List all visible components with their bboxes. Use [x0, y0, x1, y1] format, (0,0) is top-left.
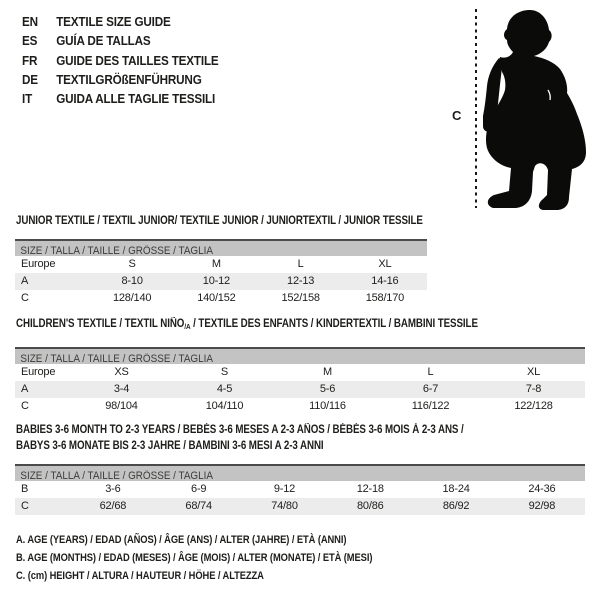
row-label: B — [21, 483, 29, 495]
language-code: DE — [22, 72, 38, 88]
table-cell: XL — [526, 366, 541, 378]
language-label: GUIDE DES TAILLES TEXTILE — [56, 52, 219, 68]
junior-table-title: JUNIOR TEXTILE / TEXTIL JUNIOR/ TEXTILE JUNIOR / JUNIORTEXTIL / JUNIOR TESSILE — [16, 215, 423, 227]
language-code: IT — [22, 91, 33, 107]
language-row-en — [22, 12, 219, 31]
size-header-bar — [15, 464, 585, 481]
table-cell: 74/80 — [271, 500, 298, 512]
children-title-post: / TEXTILE DES ENFANTS / KINDERTEXTIL / BAMBINI TESSILE — [190, 318, 478, 330]
height-measure-dotted-line — [475, 9, 477, 208]
table-cell: M — [211, 258, 221, 270]
children-title-pre: CHILDREN'S TEXTILE / TEXTIL NIÑO — [16, 318, 185, 330]
babies-table-title — [16, 423, 464, 454]
table-cell: 18-24 — [442, 483, 470, 495]
size-header-bar — [15, 239, 427, 256]
table-cell: 104/110 — [205, 400, 244, 412]
row-label: A — [21, 275, 29, 287]
language-row-de — [22, 70, 219, 89]
table-cell: 92/98 — [528, 500, 556, 512]
table-row-age — [15, 273, 427, 290]
table-cell: 6-7 — [422, 383, 439, 395]
language-code: ES — [22, 33, 38, 49]
table-cell: XL — [378, 258, 392, 270]
baby-silhouette — [481, 6, 593, 212]
language-label: TEXTILE SIZE GUIDE — [56, 14, 171, 30]
table-cell: L — [297, 258, 304, 270]
footnote-c: C. (cm) HEIGHT / ALTURA / HAUTEUR / HÖHE / ALTEZZA — [16, 570, 264, 582]
footnote-a: A. AGE (YEARS) / EDAD (AÑOS) / ÂGE (ANS) / ALTER (JAHRE) / ETÀ (ANNI) — [16, 534, 347, 546]
language-list — [22, 12, 219, 108]
table-cell: 122/128 — [514, 400, 553, 412]
size-header-label: SIZE / TALLA / TAILLE / GRÖSSE / TAGLIA — [20, 353, 213, 365]
row-label: C — [21, 292, 29, 304]
language-row-it — [22, 89, 219, 108]
table-cell: 152/158 — [281, 292, 320, 304]
table-row-height — [15, 498, 585, 515]
table-cell: 128/140 — [112, 292, 152, 304]
table-cell: M — [323, 366, 332, 378]
table-cell: 98/104 — [105, 400, 138, 412]
size-header-label: SIZE / TALLA / TAILLE / GRÖSSE / TAGLIA — [20, 470, 213, 482]
table-cell: 10-12 — [202, 275, 230, 287]
table-row-age — [15, 381, 585, 398]
table-cell: 80/86 — [357, 500, 384, 512]
language-label: GUÍA DE TALLAS — [56, 33, 151, 49]
junior-size-table — [15, 239, 427, 307]
language-code: FR — [22, 52, 38, 68]
children-size-table — [15, 347, 585, 415]
table-cell: 116/122 — [411, 400, 450, 412]
table-cell: 7-8 — [525, 383, 542, 395]
table-row-height — [15, 290, 427, 307]
table-cell: S — [220, 366, 229, 378]
table-cell: 24-36 — [528, 483, 556, 495]
footnotes — [16, 531, 372, 585]
language-label: GUIDA ALLE TAGLIE TESSILI — [56, 91, 216, 107]
row-label: Europe — [21, 366, 56, 378]
size-header-bar — [15, 347, 585, 364]
row-label: A — [21, 383, 29, 395]
babies-title-line1: BABIES 3-6 MONTH TO 2-3 YEARS / BEBÉS 3-6 MESES A 2-3 AÑOS / BÉBÉS 3-6 MOIS À 2-3 ANS / — [16, 424, 464, 436]
table-cell: XS — [114, 366, 129, 378]
table-cell: 9-12 — [273, 483, 296, 495]
size-header-label: SIZE / TALLA / TAILLE / GRÖSSE / TAGLIA — [20, 245, 213, 257]
table-cell: 110/116 — [309, 400, 346, 412]
table-cell: 3-6 — [105, 483, 121, 495]
table-cell: 4-5 — [216, 383, 233, 395]
table-cell: 86/92 — [442, 500, 470, 512]
row-label: C — [21, 400, 29, 412]
table-cell: 8-10 — [121, 275, 143, 287]
table-cell: 3-4 — [113, 383, 130, 395]
table-cell: 6-9 — [191, 483, 207, 495]
table-cell: 5-6 — [319, 383, 336, 395]
table-cell: S — [128, 258, 136, 270]
table-cell: 12-18 — [356, 483, 384, 495]
table-cell: 14-16 — [371, 275, 399, 287]
language-label: TEXTILGRÖßENFÜHRUNG — [56, 72, 202, 88]
table-cell: 62/68 — [99, 500, 127, 512]
table-cell: L — [427, 366, 434, 378]
language-row-es — [22, 31, 219, 50]
babies-title-line2: BABYS 3-6 MONATE BIS 2-3 JAHRE / BAMBINI 3-6 MESI A 2-3 ANNI — [16, 439, 324, 452]
babies-size-table — [15, 464, 585, 515]
language-row-fr — [22, 51, 219, 70]
height-measure-label: C — [452, 108, 462, 123]
table-cell: 12-13 — [287, 275, 315, 287]
table-row-height — [15, 398, 585, 415]
language-code: EN — [22, 14, 38, 30]
table-cell: 158/170 — [365, 292, 405, 304]
footnote-b: B. AGE (MONTHS) / EDAD (MESES) / ÂGE (MOIS) / ALTER (MONATE) / ETÀ (MESI) — [16, 552, 373, 564]
table-cell: 140/152 — [197, 292, 236, 304]
children-title-subscript: /A — [184, 322, 191, 331]
row-label: C — [21, 500, 29, 512]
children-table-title — [16, 318, 478, 331]
table-cell: 68/74 — [185, 500, 212, 512]
row-label: Europe — [21, 258, 56, 270]
